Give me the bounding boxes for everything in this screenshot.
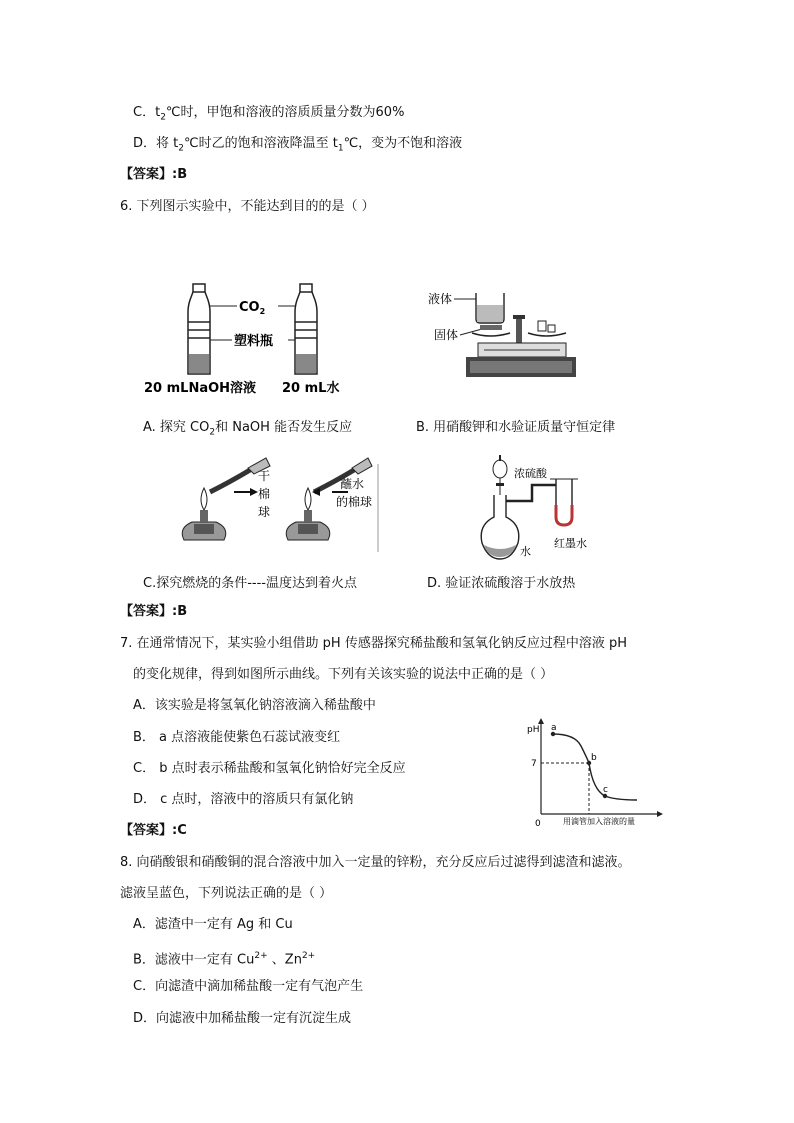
q7-answer: 【答案】:C xyxy=(120,823,187,838)
q8-option-a: A．滤渣中一定有 Ag 和 Cu xyxy=(133,917,293,932)
q6-stem: 6. 下列图示实验中，不能达到目的的是（ ） xyxy=(120,199,375,214)
right-liquid xyxy=(296,354,316,373)
caption-b: B. 用硝酸钾和水验证质量守恒定律 xyxy=(416,420,616,435)
red-ink-label: 红墨水 xyxy=(554,537,587,550)
figure-b-balance xyxy=(420,285,580,385)
q7-option-c: C． b 点时表示稀盐酸和氢氧化钠恰好完全反应 xyxy=(133,761,406,776)
q8-stem-1: 8. 向硝酸银和硝酸铜的混合溶液中加入一定量的锌粉，充分反应后过滤得到滤渣和滤液。 xyxy=(120,855,631,870)
q6-answer: 【答案】:B xyxy=(120,604,188,619)
x-axis-label: 用滴管加入溶液的量 xyxy=(563,817,635,826)
label-c: c xyxy=(603,785,608,795)
wet-label-1: 蘸水 xyxy=(340,477,365,491)
figure-d-flask xyxy=(470,455,610,565)
solid-label: 固体 xyxy=(434,328,459,342)
q8-option-b: B．滤液中一定有 $Cu^{2+}$ 、$Zn^{2+}$ xyxy=(133,951,316,968)
q8-stem-2: 滤液呈蓝色，下列说法正确的是（ ） xyxy=(120,886,333,901)
label-a: a xyxy=(551,723,557,733)
q7-option-b: B． a 点溶液能使紫色石蕊试液变红 xyxy=(133,730,341,745)
ph-curve-chart xyxy=(525,718,665,828)
co2-label: $CO_2$ xyxy=(239,300,266,316)
y-axis-label: pH xyxy=(527,725,540,735)
q5-answer: 【答案】:B xyxy=(120,167,188,182)
caption-a: A. 探究 $CO_2$和 NaOH 能否发生反应 xyxy=(143,420,353,438)
left-liquid xyxy=(189,354,209,373)
q8-option-d: D．向滤液中加稀盐酸一定有沉淀生成 xyxy=(133,1011,352,1026)
acid-label: 浓硫酸 xyxy=(514,467,547,480)
ph-curve xyxy=(553,734,637,800)
dry-char-3: 球 xyxy=(258,505,271,519)
q5-option-d: D．将 $t_2℃$时乙的饱和溶液降温至 $t_1℃$，变为不饱和溶液 xyxy=(133,136,463,154)
caption-d: D. 验证浓硫酸溶于水放热 xyxy=(427,576,576,591)
water-label-d: 水 xyxy=(520,545,531,558)
q7-option-a: A．该实验是将氢氧化钠溶液滴入稀盐酸中 xyxy=(133,698,376,713)
liquid-label: 液体 xyxy=(428,292,453,306)
dry-char-2: 棉 xyxy=(258,487,271,501)
tick-7: 7 xyxy=(531,759,537,769)
wet-label-2: 的棉球 xyxy=(336,495,373,509)
q7-stem-1: 7. 在通常情况下，某实验小组借助 pH 传感器探究稀盐酸和氢氧化钠反应过程中溶液 pH xyxy=(120,636,627,651)
bottle-label: 塑料瓶 xyxy=(234,334,274,349)
water-label: 20 mL水 xyxy=(282,381,340,396)
caption-c: C.探究燃烧的条件----温度达到着火点 xyxy=(143,576,357,591)
dry-char-1: 干 xyxy=(258,469,271,483)
q7-stem-2: 的变化规律，得到如图所示曲线。下列有关该实验的说法中正确的是（ ） xyxy=(133,667,554,682)
origin-label: 0 xyxy=(535,819,541,828)
left-burner xyxy=(182,458,270,540)
q7-option-d: D． c 点时，溶液中的溶质只有氯化钠 xyxy=(133,792,354,807)
label-b: b xyxy=(591,753,597,763)
q5-option-c: C．$t_2℃$时，甲饱和溶液的溶质质量分数为60% xyxy=(133,105,405,123)
q8-option-c: C．向滤渣中滴加稀盐酸一定有气泡产生 xyxy=(133,979,364,994)
figure-c-burners xyxy=(170,452,385,557)
figure-a-bottles xyxy=(140,282,380,397)
naoh-label: 20 mLNaOH溶液 xyxy=(144,381,257,396)
